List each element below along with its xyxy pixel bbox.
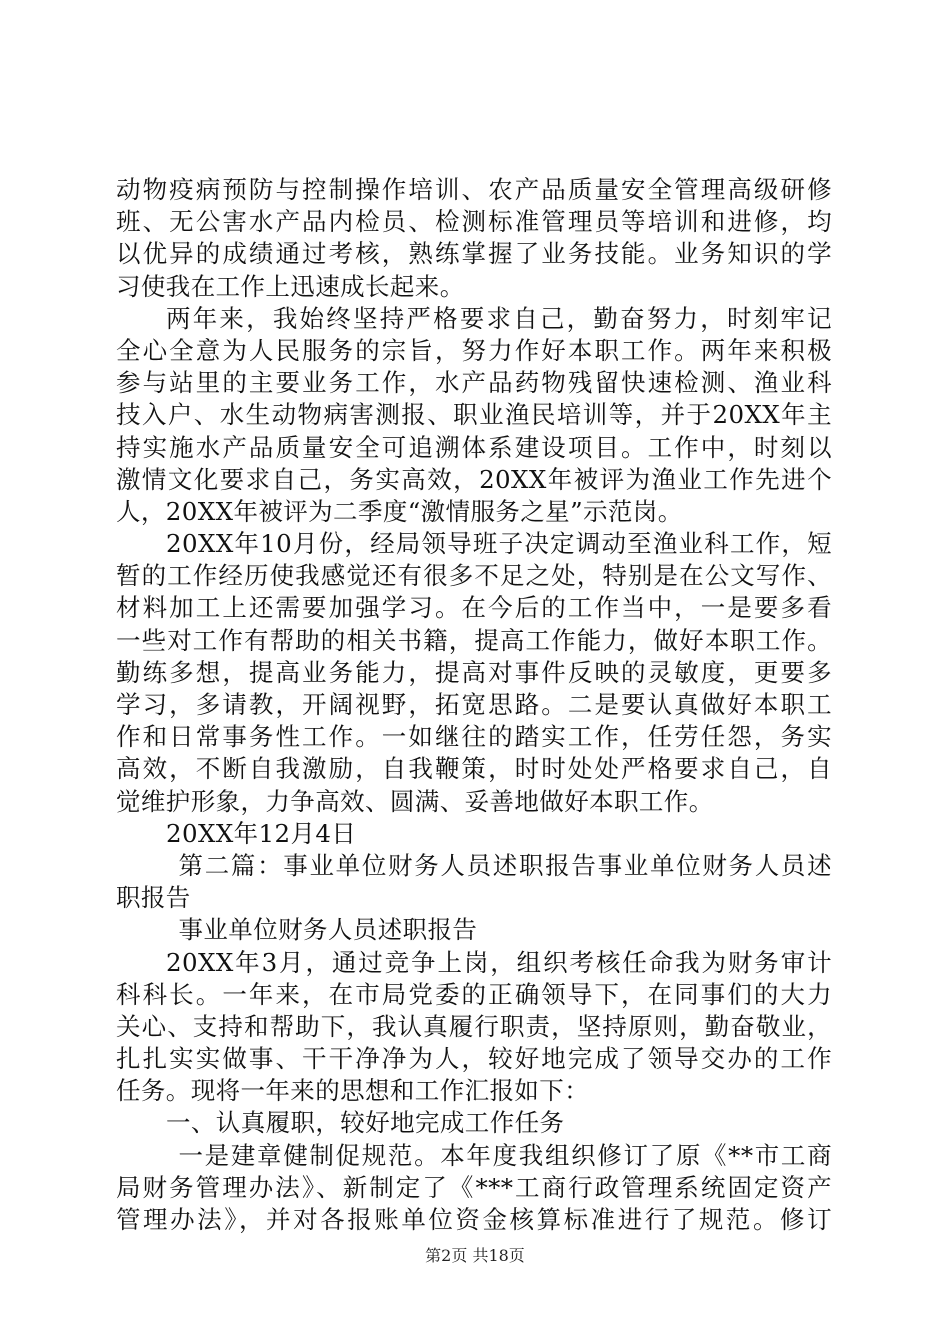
text-line: 班、无公害水产品内检员、检测标准管理员等培训和进修，均 bbox=[116, 207, 832, 237]
page-footer: 第2页 共18页 bbox=[425, 1246, 525, 1265]
text-line: 20XX年3月，通过竞争上岗，组织考核任命我为财务审计 bbox=[166, 947, 832, 977]
text-line: 激情文化要求自己，务实高效，20XX年被评为渔业工作先进个 bbox=[116, 464, 832, 494]
text-line: 两年来，我始终坚持严格要求自己，勤奋努力，时刻牢记 bbox=[166, 303, 832, 333]
text-line: 局财务管理办法》、新制定了《***工商行政管理系统固定资产 bbox=[116, 1172, 832, 1202]
text-line: 以优异的成绩通过考核，熟练掌握了业务技能。业务知识的学 bbox=[116, 239, 832, 269]
text-line: 关心、支持和帮助下，我认真履行职责，坚持原则，勤奋敬业， bbox=[116, 1011, 832, 1041]
text-line: 扎扎实实做事、干干净净为人，较好地完成了领导交办的工作 bbox=[116, 1044, 832, 1074]
text-line: 持实施水产品质量安全可追溯体系建设项目。工作中，时刻以 bbox=[116, 432, 832, 462]
text-line: 学习，多请教，开阔视野，拓宽思路。二是要认真做好本职工 bbox=[116, 690, 832, 719]
text-line: 暂的工作经历使我感觉还有很多不足之处，特别是在公文写作、 bbox=[116, 561, 832, 591]
text-line: 高效，不断自我激励，自我鞭策，时时处处严格要求自己，自 bbox=[116, 754, 832, 784]
document-body bbox=[116, 174, 832, 1236]
text-line: 动物疫病预防与控制操作培训、农产品质量安全管理高级研修 bbox=[116, 175, 832, 204]
text-line: 20XX年12月4日 bbox=[166, 818, 357, 848]
text-line: 人，20XX年被评为二季度“激情服务之星”示范岗。 bbox=[116, 496, 683, 526]
text-line: 材料加工上还需要加强学习。在今后的工作当中，一是要多看 bbox=[116, 593, 832, 623]
text-line: 一些对工作有帮助的相关书籍，提高工作能力，做好本职工作。 bbox=[116, 625, 832, 655]
text-line: 第二篇：事业单位财务人员述职报告事业单位财务人员述 bbox=[178, 850, 832, 880]
text-line: 习使我在工作上迅速成长起来。 bbox=[116, 271, 465, 301]
text-line: 科科长。一年来，在市局党委的正确领导下，在同事们的大力 bbox=[116, 979, 832, 1009]
text-line: 20XX年10月份，经局领导班子决定调动至渔业科工作，短 bbox=[166, 529, 832, 559]
text-line: 全心全意为人民服务的宗旨，努力作好本职工作。两年来积极 bbox=[116, 335, 832, 365]
text-line: 作和日常事务性工作。一如继往的踏实工作，任劳任怨，务实 bbox=[116, 722, 832, 752]
text-line: 一是建章健制促规范。本年度我组织修订了原《**市工商 bbox=[178, 1140, 832, 1170]
text-line: 一、认真履职，较好地完成工作任务 bbox=[166, 1108, 565, 1138]
text-line: 任务。现将一年来的思想和工作汇报如下： bbox=[116, 1076, 590, 1106]
text-line: 管理办法》，并对各报账单位资金核算标准进行了规范。修订 bbox=[116, 1205, 832, 1234]
text-line: 参与站里的主要业务工作，水产品药物残留快速检测、渔业科 bbox=[116, 368, 832, 398]
text-line: 事业单位财务人员述职报告 bbox=[178, 915, 478, 945]
text-line: 觉维护形象，力争高效、圆满、妥善地做好本职工作。 bbox=[116, 786, 714, 816]
text-line: 职报告 bbox=[116, 883, 191, 913]
text-line: 技入户、水生动物病害测报、职业渔民培训等，并于20XX年主 bbox=[116, 400, 832, 430]
text-line: 勤练多想，提高业务能力，提高对事件反映的灵敏度，更要多 bbox=[116, 657, 832, 687]
